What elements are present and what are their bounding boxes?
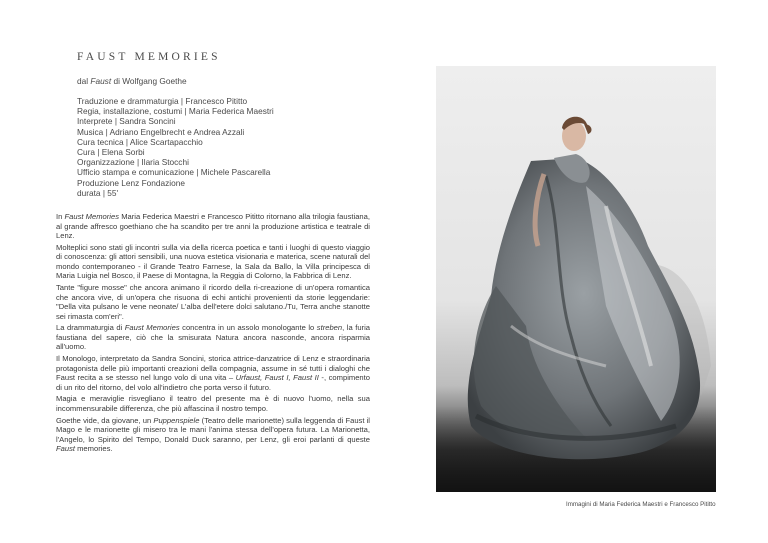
credit-name: Francesco Pititto <box>185 96 248 106</box>
text-run-italic: Urfaust, Faust I, Faust II <box>235 373 319 383</box>
credit-line <box>77 106 274 116</box>
text-run: Maria Federica Maestri e Francesco Pititto ritornano alla trilogia faustiana, al grande affresco goethiano che ha scandito per tre anni la produzione artistica e teatrale di Lenz. <box>56 212 370 241</box>
subtitle-suffix: di Wolfgang Goethe <box>111 76 187 86</box>
credit-name: Elena Sorbi <box>101 147 145 158</box>
credit-label: Traduzione e drammaturgia | <box>77 96 186 106</box>
text-run: , la furia faustiana del sapere, ciò che la smisurata Natura ancora nasconde, ancora risparmia all'uomo. <box>56 323 370 352</box>
credit-line <box>77 137 274 147</box>
text-run: memories. <box>75 444 113 454</box>
credit-line <box>77 116 274 126</box>
text-run-italic: Faust <box>56 444 75 454</box>
credit-label: Organizzazione | <box>77 157 142 168</box>
credit-label: Produzione Lenz Fondazione <box>77 177 185 188</box>
text-run: Il Monologo, interpretato da Sandra Soncini, storica attrice-danzatrice di Lenz e straordinaria protagonista delle più importanti creazioni della compagnia, assume in sé tutti i dialoghi che Faust recita a se stesso nel lungo volo di una vita – <box>56 354 370 383</box>
paragraph <box>56 323 370 352</box>
subtitle <box>77 76 187 86</box>
text-run-italic: Faust Memories <box>64 212 120 221</box>
text-run: Goethe vide, da giovane, un <box>56 415 154 425</box>
text-run-italic: Puppenspiele <box>153 415 200 425</box>
paragraph: Tante "figure mosse" che ancora animano il ricordo della ri-creazione di un'opera romantica che ancora vive, di un'opera che risuona di echi antichi provenienti da storie leggendarie: "Della vita pulsano le vene neonate/ L'alba dell'etere dolci salutano./Tu, Terra anche stanotte sei rimasta com'eri". <box>56 283 370 321</box>
text-run: In <box>56 212 65 221</box>
text-run-italic: streben <box>316 323 343 333</box>
credit-label: Musica | <box>77 126 110 137</box>
credit-label: Cura | <box>77 147 102 158</box>
credit-line <box>77 167 274 177</box>
text-run: La drammaturgia di <box>56 323 125 333</box>
text-run: (Teatro delle marionette) sulla leggenda di Faust il Mago e le marionette gli misero tra le mani l'anima stessa dell'opera futura. La Marionetta, l'Angelo, lo Spirito del Tempo, Donald Duck saranno, per Lenz, gli eroi parlanti di queste <box>56 415 370 444</box>
text-run: concentra in un assolo monologante lo <box>179 323 317 333</box>
credit-label: Interprete | <box>77 116 120 127</box>
credits-list <box>77 96 274 198</box>
credit-name: Ilaria Stocchi <box>141 157 189 168</box>
photo-caption: Immagini di Maria Federica Maestri e Francesco Pititto <box>566 501 716 508</box>
credit-name: Michele Pascarella <box>200 167 271 178</box>
credit-line <box>77 157 274 167</box>
credit-line <box>77 188 274 198</box>
text-run: -, compimento di un rito del ritorno, del volo all'indietro che porta verso il futuro. <box>56 373 370 392</box>
paragraph: Molteplici sono stati gli incontri sulla via della ricerca poetica e tanti i luoghi di questo viaggio di conoscenza: gli attori sensibili, una nuova estetica visionaria e materica, scene naturali del mondo contemporaneo - il Grande Teatro Farnese, la Sala da Ballo, la Villa principesca di Maria Luigia nel Bosco, il Paese di Montagna, la Reggia di Colorno, la Fabbrica di Lenz. <box>56 242 370 281</box>
credit-name: Adriano Engelbrecht e Andrea Azzali <box>109 126 245 137</box>
subtitle-prefix: dal <box>77 76 91 86</box>
credit-line <box>77 178 274 188</box>
credit-line <box>77 147 274 157</box>
paragraph <box>56 416 370 454</box>
credit-line <box>77 96 274 106</box>
credit-name: Maria Federica Maestri <box>188 106 274 117</box>
page-title: FAUST MEMORIES <box>77 51 221 63</box>
paragraph: Magia e meraviglie risvegliano il teatro del presente ma è di nuovo l'uomo, nella sua incommensurabile differenza, che più affascina il nostro tempo. <box>56 394 370 413</box>
credit-label: Regia, installazione, costumi | <box>77 106 189 117</box>
body-text <box>56 212 370 456</box>
performer-in-costume-illustration <box>436 66 716 492</box>
subtitle-work: Faust <box>90 76 112 86</box>
paragraph <box>56 354 370 392</box>
credit-line <box>77 127 274 137</box>
text-run-italic: Faust Memories <box>124 323 180 333</box>
credit-label: Cura tecnica | <box>77 136 130 147</box>
credit-name: Sandra Soncini <box>119 116 176 127</box>
credit-name: Alice Scartapacchio <box>129 136 203 147</box>
credit-label: Ufficio stampa e comunicazione | <box>77 167 201 178</box>
performance-photo <box>436 66 716 492</box>
paragraph <box>56 212 370 241</box>
credit-label: durata | 55' <box>77 187 119 198</box>
